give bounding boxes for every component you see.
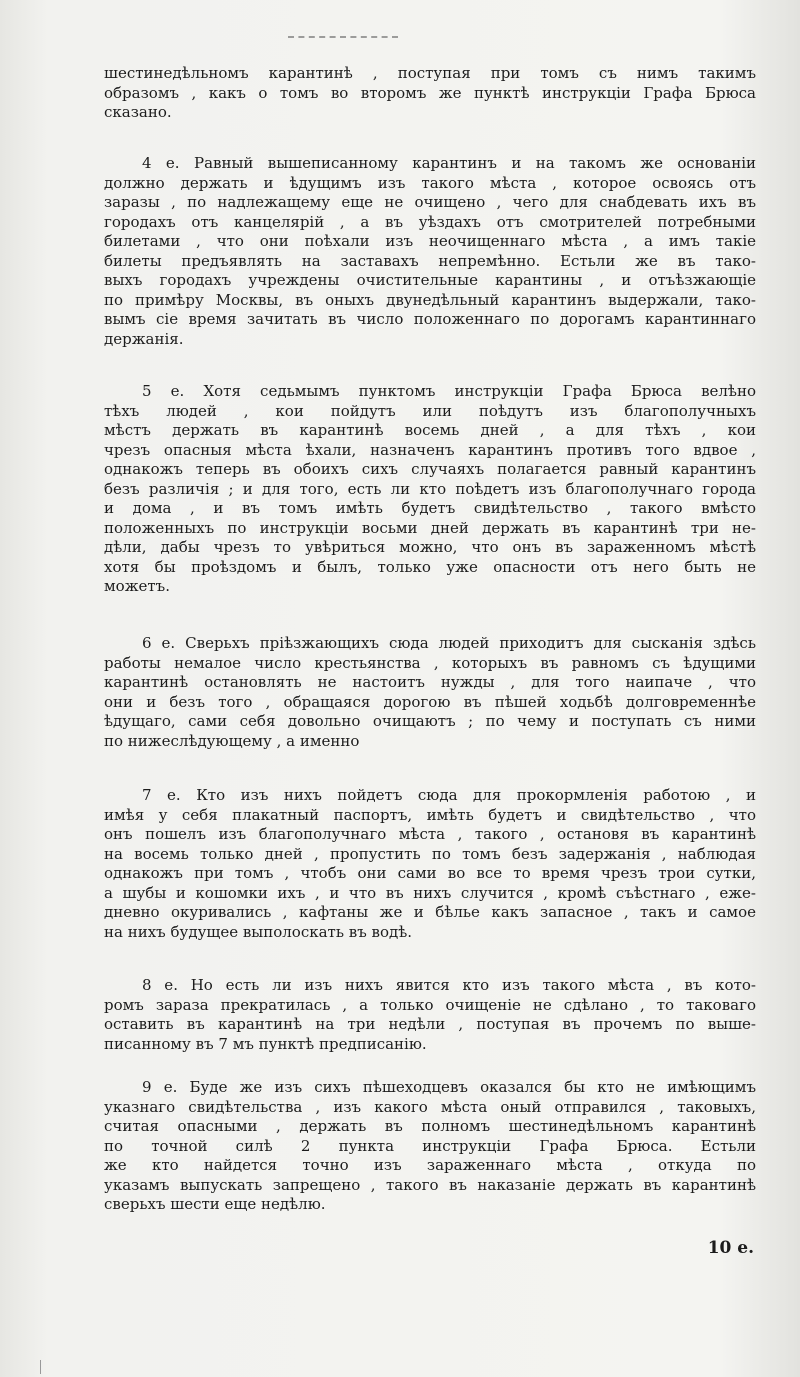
text-line: по примѣру Москвы, въ оныхъ двунедѣльный карантинъ выдержали, тако- — [104, 290, 756, 309]
text-line: работы немалое число крестьянства , которыхъ въ равномъ съ ѣдущими — [104, 653, 756, 672]
text-line: указамъ выпускать запрещено , такого въ наказаніе держать въ карантинѣ — [104, 1175, 756, 1194]
paragraph-continuation — [104, 64, 756, 123]
text-line: же кто найдется точно изъ зараженнаго мѣста , откуда по — [104, 1156, 756, 1174]
text-line: тѣхъ людей , кои пойдутъ или поѣдутъ изъ благополучныхъ — [104, 401, 756, 420]
catchword: 10 е. — [707, 1238, 754, 1258]
text-line: по нижеслѣдующему , а именно — [104, 731, 360, 750]
text-line: сверьхъ шести еще недѣлю. — [104, 1195, 326, 1213]
text-line: билеты предъявлять на заставахъ непремѣнно. Естьли же въ тако- — [104, 251, 756, 270]
text-line: по точной силѣ 2 пункта инструкціи Графа Брюса. Естьли — [104, 1136, 756, 1155]
text-line: положенныхъ по инструкціи восьми дней держать въ карантинѣ три не- — [104, 518, 756, 537]
text-line: выхъ городахъ учреждены очистительные карантины , и отъѣзжающіе — [104, 271, 756, 289]
text-line: сказано. — [104, 103, 172, 121]
text-line: указнаго свидѣтельства , изъ какого мѣста оный отправился , таковыхъ, — [104, 1097, 756, 1116]
text-line: держанія. — [104, 329, 184, 348]
text-line: на восемь только дней , пропустить по томъ безъ задержанія , наблюдая — [104, 844, 756, 863]
text-line: шестинедѣльномъ карантинѣ , поступая при томъ съ нимъ такимъ — [104, 64, 756, 82]
text-line: считая опасными , держать въ полномъ шестинедѣльномъ карантинѣ — [104, 1117, 756, 1135]
paragraph-7 — [104, 786, 756, 942]
text-line: однакожъ при томъ , чтобъ они сами во все то время чрезъ трои сутки, — [104, 864, 756, 882]
paragraph-8 — [104, 976, 756, 1054]
text-line: писанному въ 7 мъ пунктѣ предписанію. — [104, 1034, 427, 1053]
text-line: 9 е. Буде же изъ сихъ пѣшеходцевъ оказался бы кто не имѣющимъ — [142, 1078, 756, 1096]
text-line: билетами , что они поѣхали изъ неочищеннаго мѣста , а имъ такіе — [104, 232, 756, 250]
text-line: и дома , и въ томъ имѣть будетъ свидѣтельство , такого вмѣсто — [104, 499, 756, 517]
text-line: ромъ зараза прекратилась , а только очищеніе не сдѣлано , то таковаго — [104, 995, 756, 1014]
text-line: карантинѣ остановлять не настоитъ нужды , для того наипаче , что — [104, 673, 756, 691]
text-line: образомъ , какъ о томъ во второмъ же пунктѣ инструкціи Графа Брюса — [104, 83, 756, 102]
text-line: 4 е. Равный вышеписанному карантинъ и на такомъ же основаніи — [142, 154, 756, 172]
text-line: ѣдущаго, сами себя довольно очищаютъ ; по чему и поступать съ ними — [104, 712, 756, 730]
text-line: безъ различія ; и для того, есть ли кто поѣдетъ изъ благополучнаго города — [104, 479, 756, 498]
text-line: оставить въ карантинѣ на три недѣли , поступая въ прочемъ по выше- — [104, 1015, 756, 1033]
paragraph-9 — [104, 1078, 756, 1215]
text-line: дѣли, дабы чрезъ то увѣриться можно, что онъ въ зараженномъ мѣстѣ — [104, 538, 756, 556]
text-line: должно держать и ѣдущимъ изъ такого мѣста , которое освоясь отъ — [104, 173, 756, 192]
paragraph-6 — [104, 634, 756, 751]
text-line: чрезъ опасныя мѣста ѣхали, назначенъ карантинъ противъ того вдвое , — [104, 440, 756, 459]
text-line: 5 е. Хотя седьмымъ пунктомъ инструкціи Графа Брюса велѣно — [142, 382, 756, 400]
text-line: вымъ сіе время зачитать въ число положеннаго по дорогамъ карантиннаго — [104, 310, 756, 328]
text-line: 7 е. Кто изъ нихъ пойдетъ сюда для прокормленія работою , и — [142, 786, 756, 804]
paragraph-4 — [104, 154, 756, 349]
text-line: а шубы и кошомки ихъ , и что въ нихъ случится , кромѣ съѣстнаго , еже- — [104, 883, 756, 902]
text-line: однакожъ теперь въ обоихъ сихъ случаяхъ полагается равный карантинъ — [104, 460, 756, 478]
text-line: на нихъ будущее выполоскать въ водѣ. — [104, 922, 413, 941]
text-line: 8 е. Но есть ли изъ нихъ явится кто изъ такого мѣста , въ кото- — [142, 976, 756, 994]
text-line: 6 е. Сверьхъ пріѣзжающихъ сюда людей приходитъ для сысканія здѣсь — [142, 634, 756, 652]
text-line: дневно окуривались , кафтаны же и бѣлье какъ запасное , такъ и самое — [104, 903, 756, 921]
page-edge-mark — [40, 1360, 41, 1374]
text-line: заразы , по надлежащему еще не очищено , чего для снабдевать ихъ въ — [104, 193, 756, 211]
header-rule — [288, 36, 398, 40]
text-line: городахъ отъ канцелярій , а въ уѣздахъ отъ смотрителей потребными — [104, 212, 756, 231]
text-line: можетъ. — [104, 577, 170, 595]
text-line: имѣя у себя плакатный паспортъ, имѣть будетъ и свидѣтельство , что — [104, 805, 756, 824]
text-line: хотя бы проѣздомъ и былъ, только уже опасности отъ него быть не — [104, 557, 756, 576]
text-line: онъ пошелъ изъ благополучнаго мѣста , такого , остановя въ карантинѣ — [104, 825, 756, 843]
text-line: они и безъ того , обращаяся дорогою въ пѣшей ходьбѣ долговременнѣе — [104, 692, 756, 711]
text-line: мѣстъ держать въ карантинѣ восемь дней , а для тѣхъ , кои — [104, 421, 756, 439]
paragraph-5 — [104, 382, 756, 597]
